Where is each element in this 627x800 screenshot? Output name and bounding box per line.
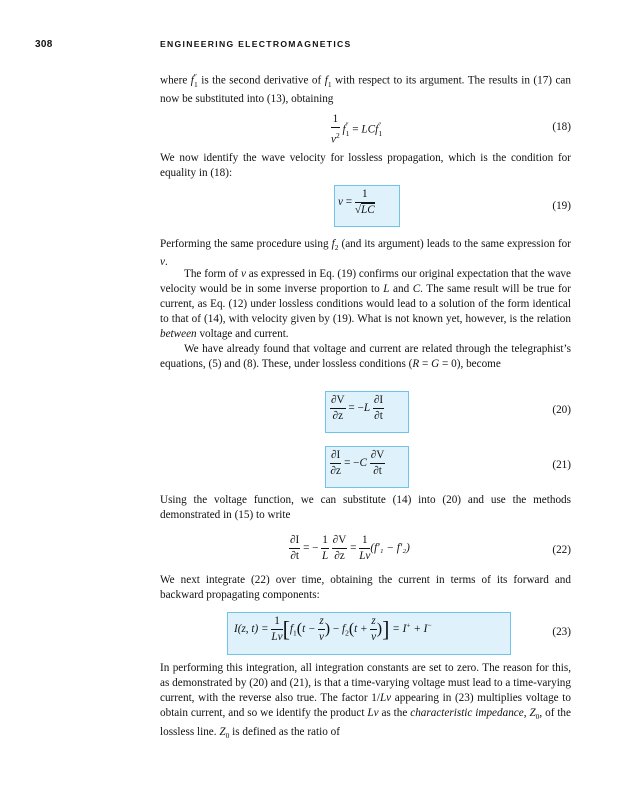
paragraph-8: In performing this integration, all integration constants are set to zero. The reason for this, as demonstrated by (20) and (21), is that a time-varying voltage must lead to a time-varying current, with the reverse also true. The factor 1/Lv appearing in (23) multiplies voltage to obtain current, and so we identify the product Lv as the characteristic impedance, $Z_0$, of the lossless line. $Z_0$ is defined as the ratio of: [160, 662, 572, 740]
equation-23: I(z, t) = $\frac{1}{Lv}$ [$f_1(t$ − $\frac{z}{v}$ ) − $f_2(t$ + $\frac{z}{v}$ )] = I+ + I− (23): [234, 615, 571, 643]
equation-18: $\frac{1}{v^2}$ $f''_1 = LCf''_1$ (18): [331, 113, 571, 146]
page-header: [0, 39, 627, 53]
equation-number: (20): [552, 404, 571, 416]
equation-number: (22): [552, 544, 571, 556]
paragraph-3: Performing the same procedure using $f_2$ (and its argument) leads to the same expression for v.: [160, 238, 571, 269]
page-number: 308: [35, 39, 53, 50]
equation-22: $\frac{\partial I}{\partial t}$ = − $\frac{1}{L}$ $\frac{\partial V}{\partial z}$ = $\frac{1}{Lv}$ (f′₁ − f′₂) (22): [290, 534, 571, 562]
equation-20: $\frac{\partial V}{\partial z}$ = −L $\frac{\partial I}{\partial t}$ (20): [331, 394, 571, 422]
paragraph-7: We next integrate (22) over time, obtaining the current in terms of its forward and backward propagating components:: [160, 574, 571, 602]
equation-number: (21): [552, 459, 571, 471]
paragraph-5: We have already found that voltage and current are related through the telegraphist’s equations, (5) and (8). These, under lossless conditions (R = G = 0), become: [160, 343, 571, 371]
equation-number: (19): [552, 200, 571, 212]
equation-number: (23): [552, 626, 571, 638]
running-title: ENGINEERING ELECTROMAGNETICS: [160, 39, 352, 49]
paragraph-1: where $f''_1$ is the second derivative of $f_1$ with respect to its argument. The results in (17) can now be substituted into (13), obtaining: [160, 72, 571, 106]
paragraph-4: The form of v as expressed in Eq. (19) confirms our original expectation that the wave velocity would be in some inverse proportion to L and C. The same result will be true for current, as Eq. (12) under lossless conditions would lead to a solution of the form identical to that of (14), with velocity given by (19). What is not known yet, however, is the relation between voltage and current.: [160, 268, 572, 341]
equation-19: v = $\frac{1}{√LC}$ (19): [338, 188, 571, 216]
paragraph-6: Using the voltage function, we can substitute (14) into (20) and use the methods demonstrated in (15) to write: [160, 494, 571, 522]
equation-number: (18): [552, 121, 571, 133]
equation-21: $\frac{\partial I}{\partial z}$ = −C $\frac{\partial V}{\partial t}$ (21): [330, 449, 571, 477]
paragraph-2: We now identify the wave velocity for lossless propagation, which is the condition for equality in (18):: [160, 152, 571, 180]
